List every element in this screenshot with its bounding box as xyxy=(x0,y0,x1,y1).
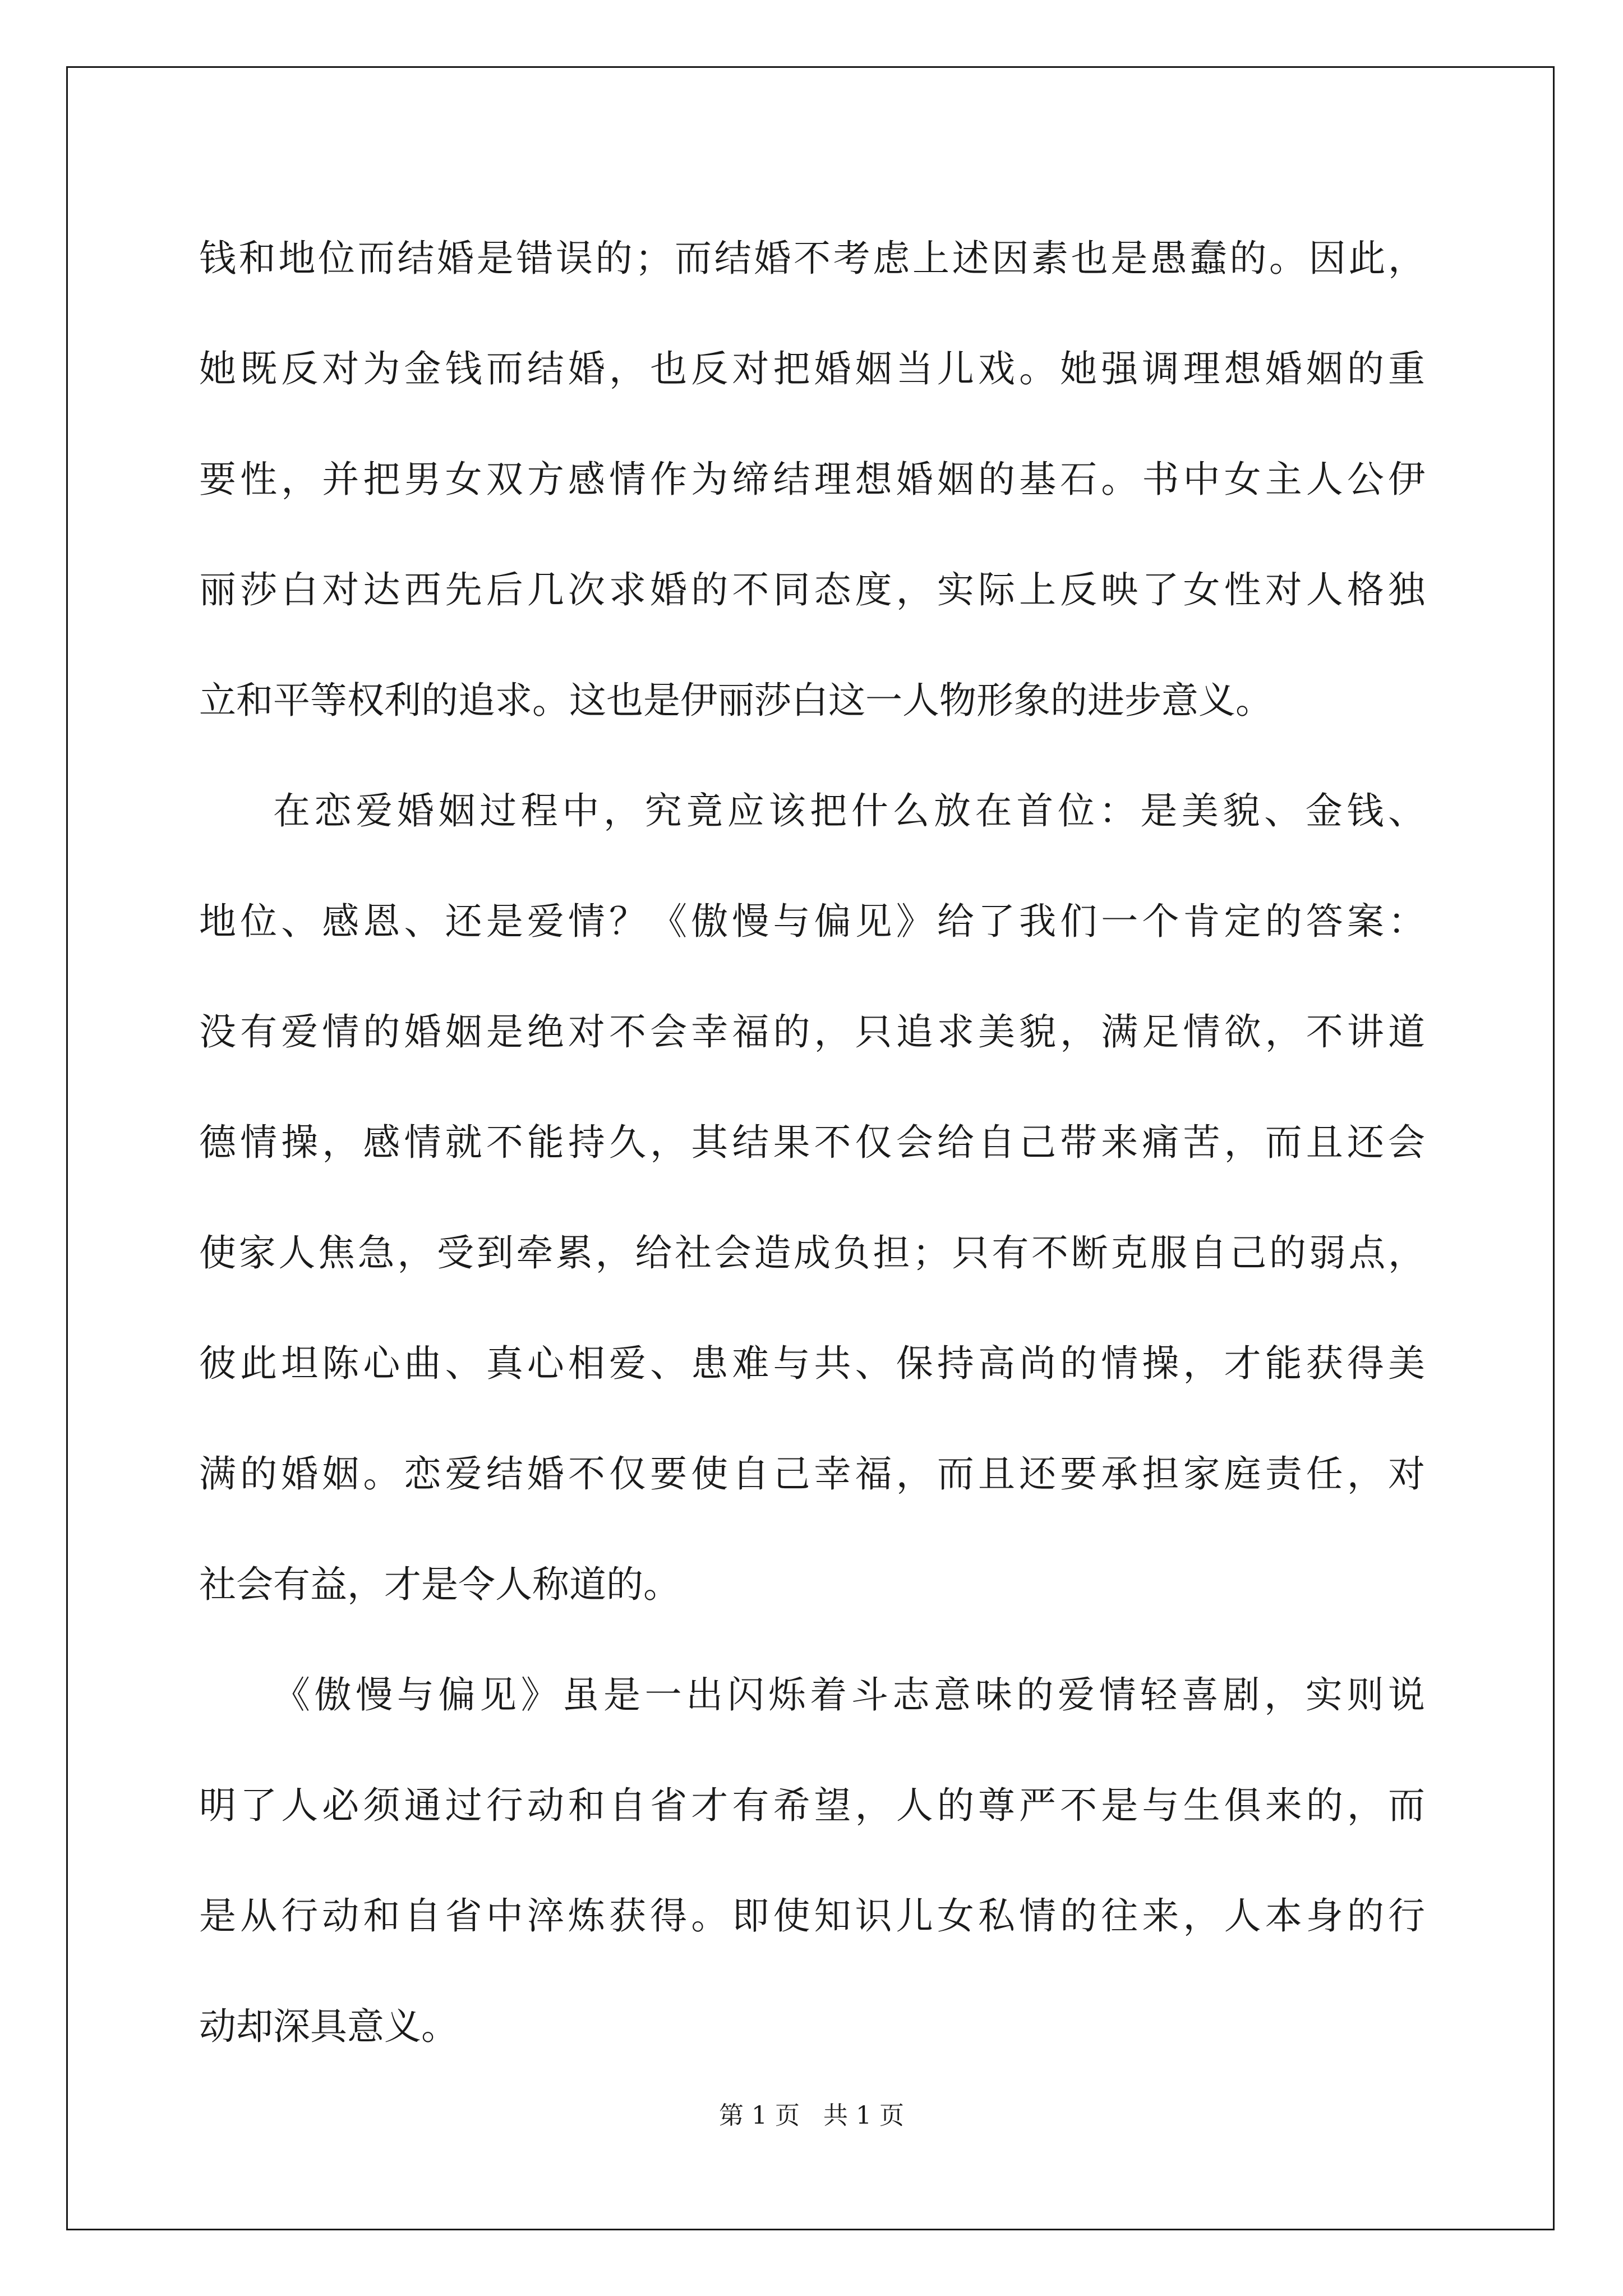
page-number-footer: 第 1 页 共 1 页 xyxy=(719,2101,904,2130)
text-line: 她既反对为金钱而结婚，也反对把婚姻当儿戏。她强调理想婚姻的重 xyxy=(199,347,1425,390)
text-line: 《傲慢与偏见》虽是一出闪烁着斗志意味的爱情轻喜剧，实则说 xyxy=(273,1673,1425,1717)
text-line: 德情操，感情就不能持久，其结果不仅会给自己带来痛苦，而且还会 xyxy=(199,1121,1425,1164)
paragraph-3 xyxy=(199,1640,1425,2082)
text-line: 地位、感恩、还是爱情？《傲慢与偏见》给了我们一个肯定的答案： xyxy=(199,900,1425,943)
text-line: 使家人焦急，受到牵累，给社会造成负担；只有不断克服自己的弱点， xyxy=(199,1231,1425,1274)
document-body xyxy=(199,203,1425,2082)
text-line: 满的婚姻。恋爱结婚不仅要使自己幸福，而且还要承担家庭责任，对 xyxy=(199,1452,1425,1496)
text-line: 在恋爱婚姻过程中，究竟应该把什么放在首位：是美貌、金钱、 xyxy=(273,789,1425,832)
paragraph-1 xyxy=(199,203,1425,756)
text-line: 没有爱情的婚姻是绝对不会幸福的，只追求美貌，满足情欲，不讲道 xyxy=(199,1010,1425,1053)
text-line: 社会有益，才是令人称道的。 xyxy=(199,1563,680,1606)
text-line: 丽莎白对达西先后几次求婚的不同态度，实际上反映了女性对人格独 xyxy=(199,568,1425,611)
text-line: 是从行动和自省中淬炼获得。即使知识儿女私情的往来，人本身的行 xyxy=(199,1894,1425,1938)
text-line: 立和平等权利的追求。这也是伊丽莎白这一人物形象的进步意义。 xyxy=(199,679,1272,722)
text-line: 要性，并把男女双方感情作为缔结理想婚姻的基石。书中女主人公伊 xyxy=(199,458,1425,501)
paragraph-2 xyxy=(199,756,1425,1640)
text-line: 动却深具意义。 xyxy=(199,2005,458,2048)
text-line: 彼此坦陈心曲、真心相爱、患难与共、保持高尚的情操，才能获得美 xyxy=(199,1342,1425,1385)
text-line: 明了人必须通过行动和自省才有希望，人的尊严不是与生俱来的，而 xyxy=(199,1784,1425,1827)
text-line: 钱和地位而结婚是错误的；而结婚不考虑上述因素也是愚蠢的。因此， xyxy=(199,237,1425,280)
